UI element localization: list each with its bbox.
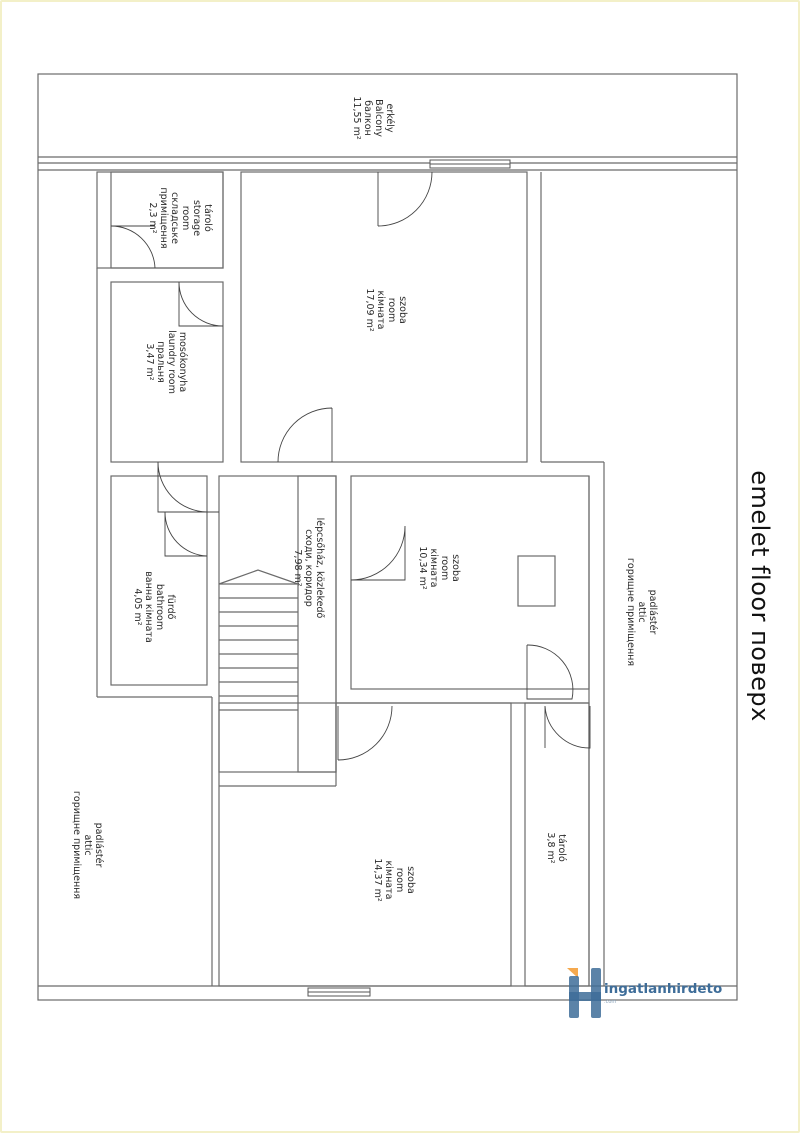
svg-text:ванна кімната: ванна кімната xyxy=(143,571,154,643)
svg-text:storage: storage xyxy=(191,199,202,237)
label-laundry xyxy=(144,330,188,394)
svg-text:балкон: балкон xyxy=(362,100,373,136)
door-south-room xyxy=(338,706,392,760)
svg-text:3,47 m²: 3,47 m² xyxy=(144,343,155,381)
svg-text:attic: attic xyxy=(636,601,647,623)
svg-text:кімната: кімната xyxy=(375,290,386,330)
door-bathroom xyxy=(158,462,219,512)
door-small-storage xyxy=(545,706,590,748)
label-storage-room xyxy=(147,187,213,248)
door-staircase xyxy=(278,408,332,462)
svg-text:lépcsőház, közlekedő: lépcsőház, közlekedő xyxy=(314,517,325,619)
svg-text:room: room xyxy=(386,297,397,323)
room-labels xyxy=(71,96,658,901)
svg-text:bathroom: bathroom xyxy=(154,583,165,631)
svg-text:ingatlanhirdeto: ingatlanhirdeto xyxy=(604,981,723,997)
svg-text:горищне приміщення: горищне приміщення xyxy=(71,790,82,900)
svg-text:szoba: szoba xyxy=(397,296,408,324)
svg-text:3,8 m²: 3,8 m² xyxy=(545,832,556,864)
svg-text:padlástér: padlástér xyxy=(93,822,104,868)
door-center-room-2 xyxy=(527,645,573,699)
label-room-north xyxy=(364,288,408,331)
svg-text:приміщення: приміщення xyxy=(158,187,169,249)
svg-text:padlástér: padlástér xyxy=(647,589,658,635)
label-storage-small xyxy=(545,832,567,863)
svg-text:emelet floor поверх: emelet floor поверх xyxy=(746,470,774,722)
svg-text:tároló: tároló xyxy=(202,204,213,232)
door-north-room xyxy=(378,172,432,226)
plan-title xyxy=(746,470,774,722)
label-bathroom xyxy=(132,571,176,643)
svg-text:4,05 m²: 4,05 m² xyxy=(132,588,143,626)
svg-text:Balcony: Balcony xyxy=(373,99,384,137)
door-center-room xyxy=(351,526,405,580)
site-logo xyxy=(567,968,722,1018)
door-laundry xyxy=(179,282,223,326)
label-attic-left xyxy=(71,791,104,899)
svg-text:erkély: erkély xyxy=(384,103,395,133)
label-staircase xyxy=(292,518,325,619)
svg-text:кімната: кімната xyxy=(383,860,394,900)
label-balcony xyxy=(351,96,395,139)
svg-text:14,37 m²: 14,37 m² xyxy=(372,858,383,902)
svg-text:laundry room: laundry room xyxy=(166,330,177,394)
svg-text:2,3 m²: 2,3 m² xyxy=(147,202,158,234)
svg-text:кімната: кімната xyxy=(428,548,439,588)
svg-text:17,09 m²: 17,09 m² xyxy=(364,288,375,332)
svg-text:attic: attic xyxy=(82,834,93,856)
svg-text:сходи, коридор: сходи, коридор xyxy=(303,529,314,607)
svg-text:szoba: szoba xyxy=(405,866,416,894)
svg-text:.com: .com xyxy=(604,999,617,1005)
svg-text:складське: складське xyxy=(169,192,180,244)
svg-text:mosókonyha: mosókonyha xyxy=(177,331,188,393)
label-room-south xyxy=(372,858,416,901)
svg-text:горищне приміщення: горищне приміщення xyxy=(625,557,636,667)
svg-text:11,55 m²: 11,55 m² xyxy=(351,96,362,140)
svg-text:room: room xyxy=(180,205,191,231)
label-room-center xyxy=(417,546,461,589)
svg-text:szoba: szoba xyxy=(450,554,461,582)
svg-text:fürdő: fürdő xyxy=(165,594,176,620)
door-bathroom-2 xyxy=(165,512,207,556)
svg-text:tároló: tároló xyxy=(556,834,567,862)
svg-text:пральня: пральня xyxy=(155,341,166,383)
svg-text:room: room xyxy=(439,555,450,581)
svg-text:10,34 m²: 10,34 m² xyxy=(417,546,428,590)
svg-text:7,98 m²: 7,98 m² xyxy=(292,549,303,587)
label-attic-right xyxy=(625,558,658,666)
svg-text:room: room xyxy=(394,867,405,893)
